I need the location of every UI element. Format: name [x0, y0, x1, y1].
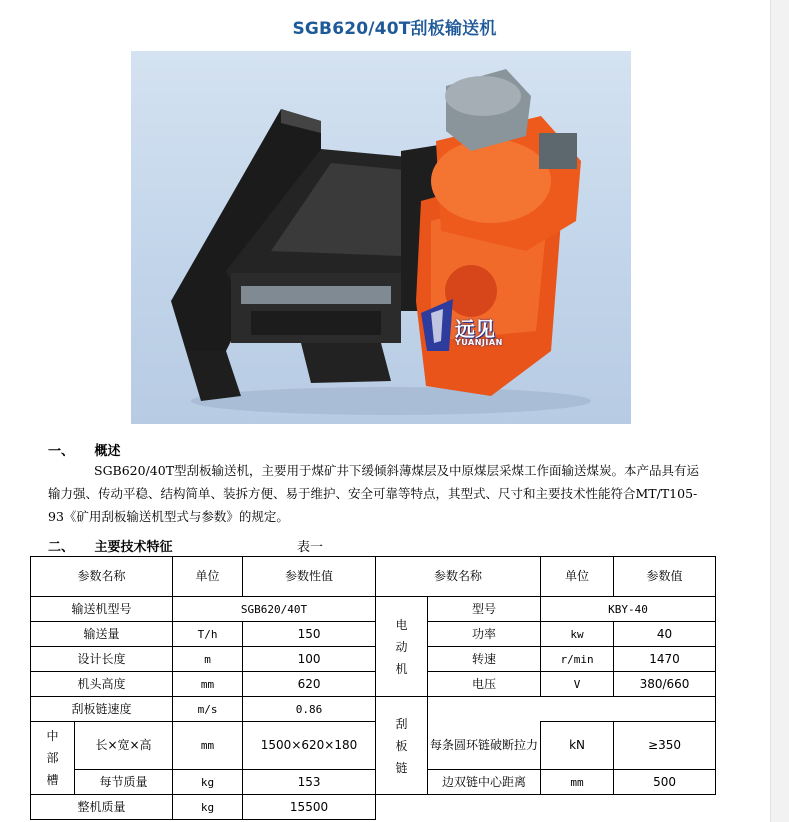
- cell-break-force-value: ≥350: [614, 722, 716, 770]
- section1-heading: [48, 440, 121, 459]
- cell-power-value: 40: [614, 622, 716, 647]
- table-row: [31, 672, 716, 697]
- header-param-name: 参数名称: [31, 557, 173, 597]
- header-param-name-2: 参数名称: [376, 557, 541, 597]
- paragraph-line: SGB620/40T型刮板输送机，主要用于煤矿井下缓倾斜薄煤层及中原煤层采煤工作面输送煤炭。本产品具有运: [94, 463, 700, 478]
- cell-head-height-name: 机头高度: [31, 672, 173, 697]
- conveyor-illustration: [131, 51, 631, 424]
- cell-capacity-value: 150: [243, 622, 376, 647]
- fan-cap-top: [445, 76, 521, 116]
- cell-length-value: 100: [243, 647, 376, 672]
- cell-motor-model-value: KBY-40: [541, 597, 716, 622]
- section2-heading: [48, 536, 173, 555]
- cell-dims-unit: mm: [173, 722, 243, 770]
- motor-cylinder: [431, 139, 551, 223]
- cell-power-name: 功率: [428, 622, 541, 647]
- spec-table: [30, 556, 716, 820]
- paragraph-line: 输力强、传动平稳、结构简单、装拆方便、易于维护、安全可靠等特点，其型式、尺寸和主要技术性能符合MT/T105-: [48, 486, 698, 501]
- roller-shaft: [241, 286, 391, 304]
- logo-subtext: YUANJIAN: [455, 338, 503, 347]
- cell-motor-model-name: 型号: [428, 597, 541, 622]
- cell-voltage-unit: V: [541, 672, 614, 697]
- cell-head-height-value: 620: [243, 672, 376, 697]
- cell-break-force-name: 每条圆环链破断拉力: [428, 722, 541, 770]
- cell-section-mass-name: 每节质量: [75, 770, 173, 795]
- cell-empty: [376, 795, 716, 820]
- cell-chain-distance-name: 边双链中心距离: [428, 770, 541, 795]
- cell-head-height-unit: mm: [173, 672, 243, 697]
- header-param-value: 参数性值: [243, 557, 376, 597]
- header-unit-2: 单位: [541, 557, 614, 597]
- table-label: 表一: [297, 540, 324, 555]
- cell-rpm-name: 转速: [428, 647, 541, 672]
- header-unit: 单位: [173, 557, 243, 597]
- cell-chain-speed-name: 刮板链速度: [31, 697, 173, 722]
- page-title: SGB620/40T刮板输送机: [292, 19, 497, 39]
- table-row: [31, 647, 716, 672]
- cell-chain-distance-unit: mm: [541, 770, 614, 795]
- section1-paragraph: [48, 459, 728, 528]
- product-photo: [131, 51, 631, 424]
- cell-model-name: 输送机型号: [31, 597, 173, 622]
- cell-model-value: SGB620/40T: [173, 597, 376, 622]
- cell-section-mass-unit: kg: [173, 770, 243, 795]
- table-row: [31, 597, 716, 622]
- cell-chain-group: 刮 板 链: [376, 697, 428, 795]
- cell-voltage-value: 380/660: [614, 672, 716, 697]
- cell-chain-distance-value: 500: [614, 770, 716, 795]
- cell-total-mass-name: 整机质量: [31, 795, 173, 820]
- table-row: [31, 770, 716, 795]
- section1-title: 概述: [94, 444, 121, 459]
- cell-length-unit: m: [173, 647, 243, 672]
- cell-total-mass-value: 15500: [243, 795, 376, 820]
- logo-text: 远见: [455, 317, 495, 341]
- cell-capacity-name: 输送量: [31, 622, 173, 647]
- cell-voltage-name: 电压: [428, 672, 541, 697]
- terminal-box: [539, 133, 577, 169]
- sprocket: [251, 311, 381, 335]
- cell-middle-group: 中 部 槽: [31, 722, 75, 795]
- cell-chain-speed-value: 0.86: [243, 697, 376, 722]
- table-row: [31, 795, 716, 820]
- section2-number: 二、: [48, 540, 75, 555]
- table-row: [31, 697, 716, 722]
- table-header-row: [31, 557, 716, 597]
- section1-number: 一、: [48, 444, 75, 459]
- cell-break-force-unit: kN: [541, 722, 614, 770]
- section2-title: 主要技术特征: [94, 540, 173, 555]
- cell-chain-speed-unit: m/s: [173, 697, 243, 722]
- cell-length-name: 设计长度: [31, 647, 173, 672]
- header-param-value-2: 参数值: [614, 557, 716, 597]
- cell-dims-value: 1500×620×180: [243, 722, 376, 770]
- table-row: [31, 622, 716, 647]
- cell-power-unit: kw: [541, 622, 614, 647]
- shadow-shape: [191, 387, 591, 415]
- paragraph-line: 93《矿用刮板输送机型式与参数》的规定。: [48, 509, 289, 524]
- cell-blank: [428, 697, 716, 722]
- center-foot: [301, 343, 391, 383]
- cell-total-mass-unit: kg: [173, 795, 243, 820]
- left-foot: [186, 351, 241, 401]
- cell-motor-group: 电 动 机: [376, 597, 428, 697]
- reducer-cover: [445, 265, 497, 317]
- cell-rpm-unit: r/min: [541, 647, 614, 672]
- right-scroll-strip: [770, 0, 789, 822]
- cell-capacity-unit: T/h: [173, 622, 243, 647]
- cell-section-mass-value: 153: [243, 770, 376, 795]
- cell-dims-name: 长×宽×高: [75, 722, 173, 770]
- cell-rpm-value: 1470: [614, 647, 716, 672]
- table-row: [31, 722, 716, 770]
